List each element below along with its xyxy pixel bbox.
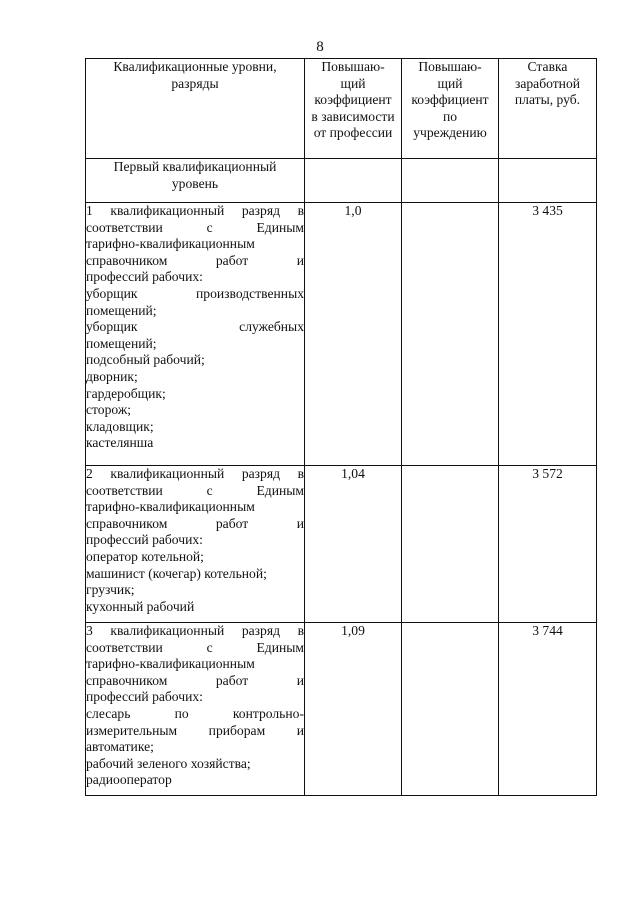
header-line: по: [442, 108, 458, 124]
empty-cell: [305, 159, 402, 203]
description-line: профессий рабочих:: [86, 689, 203, 705]
header-line: коэффициент: [411, 92, 489, 108]
page-number: 8: [316, 39, 324, 55]
coefficient-institution-cell: [402, 466, 499, 623]
header-wage-rate: [499, 59, 597, 159]
table-row: [86, 466, 597, 623]
header-line: в зависимости: [311, 108, 395, 124]
header-qualification-levels: [86, 59, 305, 159]
description-line: справочником работ и: [86, 515, 304, 531]
description-line: кухонный рабочий: [86, 598, 195, 614]
wage-rate-cell: 3 744: [499, 623, 597, 796]
description-line: 2 квалификационный разряд в: [86, 466, 304, 481]
coefficient-institution-cell: [402, 203, 499, 466]
wage-rate-cell: 3 572: [499, 466, 597, 623]
description-line: дворник;: [86, 368, 138, 384]
grade-description-cell: [86, 466, 305, 623]
description-line: уборщик производственных: [86, 285, 304, 301]
description-line: грузчик;: [86, 582, 135, 598]
description-line: соответствии с Единым: [86, 219, 304, 235]
description-line: машинист (кочегар) котельной;: [86, 565, 267, 581]
header-line: платы, руб.: [514, 92, 581, 108]
description-line: слесарь по контрольно-: [86, 705, 304, 721]
wage-rate-table: [85, 58, 597, 796]
header-line: от профессии: [313, 125, 393, 141]
description-line: соответствии с Единым: [86, 639, 304, 655]
table-row: [86, 203, 597, 466]
level-line: Первый квалификационный: [113, 159, 277, 174]
header-line: Повышаю-: [418, 59, 482, 74]
table-row: [86, 623, 597, 796]
description-line: 1 квалификационный разряд в: [86, 203, 304, 218]
header-line: учреждению: [413, 125, 487, 141]
coefficient-profession-cell: 1,09: [305, 623, 402, 796]
description-line: 3 квалификационный разряд в: [86, 623, 304, 638]
header-line: разряды: [171, 75, 219, 91]
coefficient-profession-cell: 1,04: [305, 466, 402, 623]
header-line: щий: [340, 75, 366, 91]
level-line: уровень: [171, 175, 219, 191]
description-line: кладовщик;: [86, 418, 154, 434]
empty-cell: [499, 159, 597, 203]
description-line: измерительным приборам и: [86, 722, 304, 738]
description-line: автоматике;: [86, 739, 154, 755]
description-line: уборщик служебных: [86, 319, 304, 335]
header-line: коэффициент: [314, 92, 392, 108]
qualification-level-row: [86, 159, 597, 203]
header-coefficient-profession: [305, 59, 402, 159]
description-line: справочником работ и: [86, 252, 304, 268]
description-line: рабочий зеленого хозяйства;: [86, 755, 251, 771]
header-coefficient-institution: [402, 59, 499, 159]
description-line: подсобный рабочий;: [86, 352, 205, 368]
description-line: тарифно-квалификационным: [86, 236, 255, 252]
header-line: Повышаю-: [321, 59, 385, 74]
grade-description-cell: [86, 623, 305, 796]
description-line: справочником работ и: [86, 672, 304, 688]
description-line: помещений;: [86, 302, 157, 318]
wage-rate-cell: 3 435: [499, 203, 597, 466]
header-line: Ставка: [527, 59, 568, 74]
description-line: радиооператор: [86, 772, 172, 788]
description-line: кастелянша: [86, 435, 154, 451]
description-line: профессий рабочих:: [86, 532, 203, 548]
coefficient-profession-cell: 1,0: [305, 203, 402, 466]
description-line: гардеробщик;: [86, 385, 166, 401]
coefficient-institution-cell: [402, 623, 499, 796]
description-line: тарифно-квалификационным: [86, 499, 255, 515]
header-line: Квалификационные уровни,: [113, 59, 277, 74]
empty-cell: [402, 159, 499, 203]
table-header-row: [86, 59, 597, 159]
qualification-level-cell: [86, 159, 305, 203]
description-line: тарифно-квалификационным: [86, 656, 255, 672]
description-line: помещений;: [86, 335, 157, 351]
description-line: соответствии с Единым: [86, 482, 304, 498]
header-line: щий: [437, 75, 463, 91]
header-line: заработной: [514, 75, 581, 91]
description-line: профессий рабочих:: [86, 269, 203, 285]
description-line: сторож;: [86, 402, 132, 418]
grade-description-cell: [86, 203, 305, 466]
description-line: оператор котельной;: [86, 548, 204, 564]
